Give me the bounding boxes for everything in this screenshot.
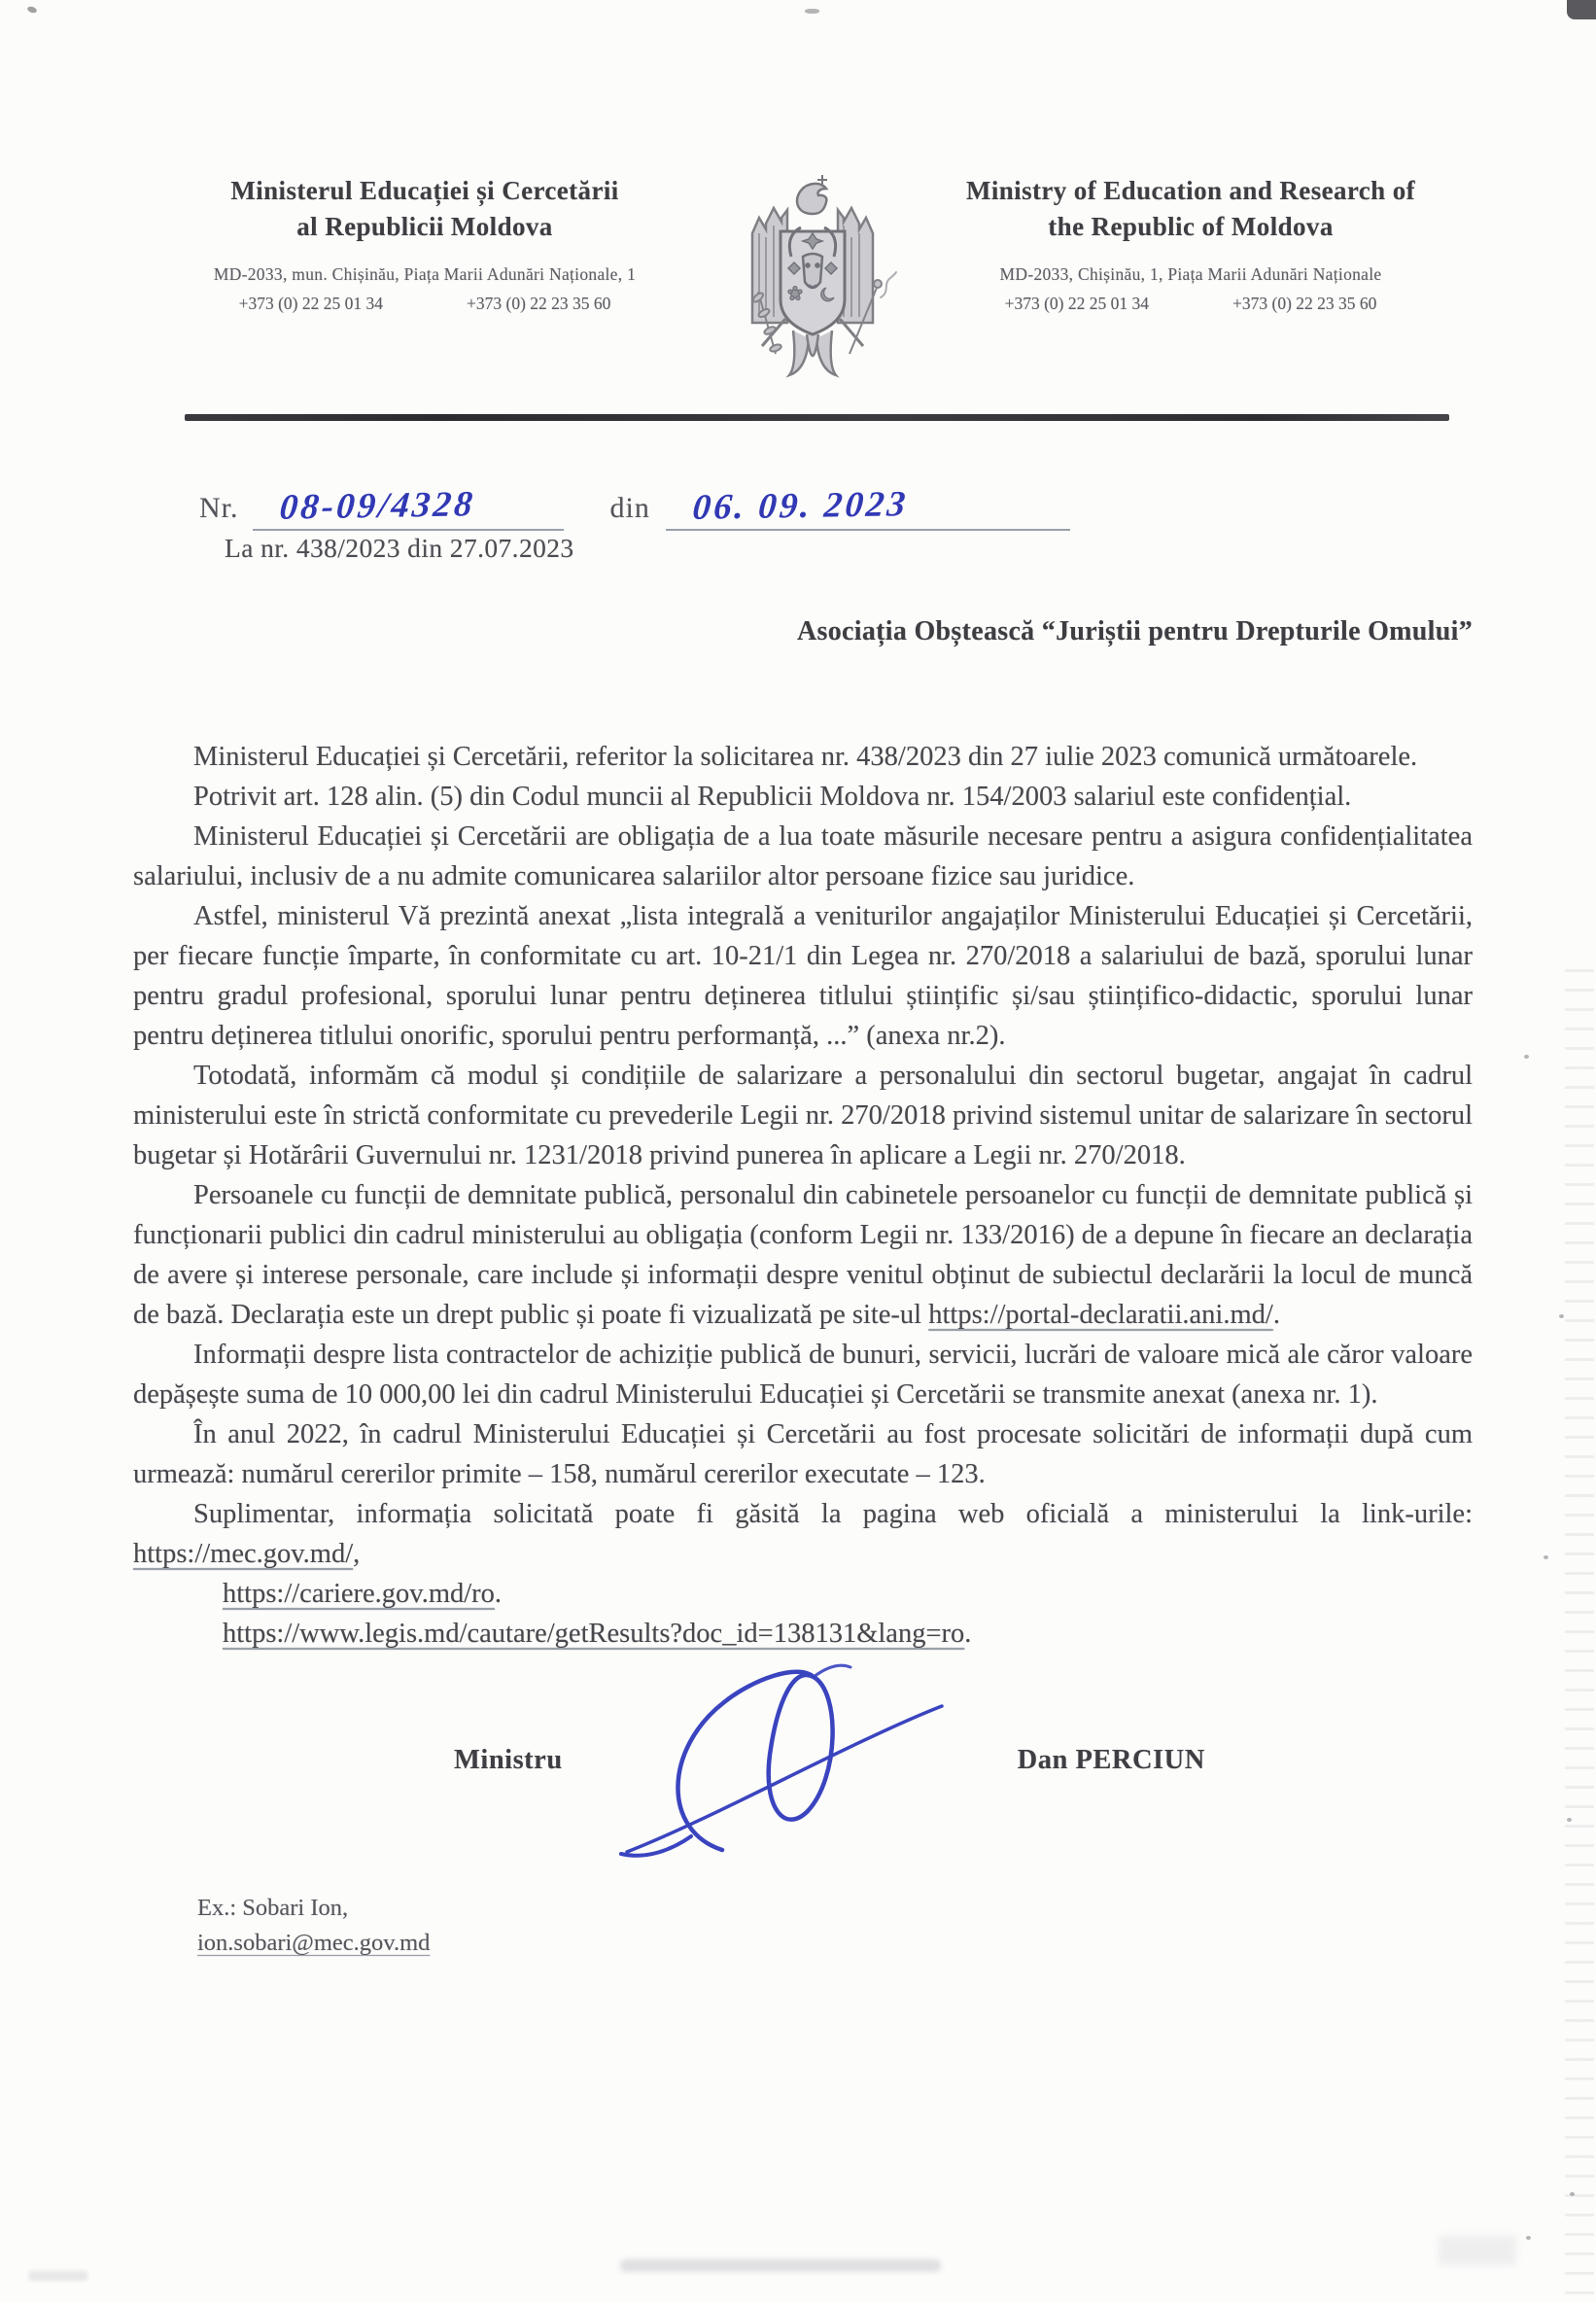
url-text: https://cariere.gov.md/ro xyxy=(223,1579,495,1609)
moldova-coat-of-arms-icon xyxy=(729,175,896,389)
ministry-title-ro xyxy=(133,173,716,245)
scan-artifact-smudge xyxy=(620,2259,941,2272)
signer-role: Ministru xyxy=(454,1745,563,1775)
letterhead-divider-rule xyxy=(185,414,1449,421)
executor-name: Ex.: Sobari Ion, xyxy=(197,1895,349,1921)
ministry-title-en-line1: Ministry of Education and Research of xyxy=(965,176,1416,205)
paragraph-text: Suplimentar, informația solicitată poate fi găsită la pagina web oficială a ministerului la link-urile: xyxy=(193,1499,1473,1529)
paragraph-text: . xyxy=(494,1579,503,1609)
paragraph xyxy=(133,1335,1473,1414)
nr-value-field xyxy=(253,485,564,531)
ministry-title-en-line2: the Republic of Moldova xyxy=(1048,212,1334,241)
paragraph-text: . xyxy=(964,1619,972,1649)
reference-block xyxy=(199,485,1473,564)
scan-artifact-speck xyxy=(1544,1555,1548,1559)
letterhead xyxy=(133,0,1473,389)
ministry-title-ro-line2: al Republicii Moldova xyxy=(296,212,553,241)
paragraph-text: Totodată, informăm că modul și condițiile de salarizare a personalului din sectorul bugetar, angajat în cadrul ministerului este în strictă conformitate cu prevederile Legii nr. 270/2018 privind sistemul unitar de salarizare în sectorul bugetar și Hotărârii Guvernului nr. 1231/2018 privind punerea în aplicare a Legii nr. 270/2018. xyxy=(133,1061,1473,1170)
paragraph xyxy=(133,896,1473,1056)
address-en: MD-2033, Chișinău, 1, Piața Marii Adunări Naționale xyxy=(999,264,1382,284)
paragraph xyxy=(133,1175,1473,1335)
letterhead-left xyxy=(133,173,716,314)
paragraph-text: Astfel, ministerul Vă prezintă anexat „lista integrală a veniturilor angajaților Ministerului Educației și Cercetării, per fiecare funcție împarte, în conformitate cu art. 10-21/1 din Legea nr. 270/2018 a salariului de bază, sporului lunar pentru gradul profesional, sporului lunar pentru deținerea titlului științific și/sau științifico-didactic, sporului lunar pentru deținerea titlului onorific, sporului pentru performanță, ...” (anexa nr.2). xyxy=(133,901,1473,1051)
paragraph-text: Persoanele cu funcții de demnitate publică, personalul din cabinetele persoanelor cu funcții de demnitate publică și funcționarii publici din cadrul ministerului au obligația (conform Legii nr. 133/2016) de a depune în fiecare an declarația de avere și interese personale, care include și informații despre venitul obținut de subiectul declarării la locul de muncă de bază. Declarația este un drept public și poate fi vizualizată pe site-ul xyxy=(133,1180,1473,1330)
url-text: https://mec.gov.md/ xyxy=(133,1539,354,1569)
ministry-title-ro-line1: Ministerul Educației și Cercetării xyxy=(230,176,619,205)
signature-block xyxy=(133,1745,1473,1776)
scan-artifact-speck xyxy=(1526,2236,1531,2240)
reply-reference-line: La nr. 438/2023 din 27.07.2023 xyxy=(225,533,574,563)
paragraph-text: Ministerul Educației și Cercetării, referitor la solicitarea nr. 438/2023 din 27 iulie 2023 comunică următoarele. xyxy=(193,742,1418,772)
scan-artifact-corner xyxy=(1567,0,1596,19)
scan-artifact-edge-noise xyxy=(1565,953,1594,2294)
phone-2: +373 (0) 22 23 35 60 xyxy=(467,294,611,313)
url-text: https://www.legis.md/cautare/getResults?doc_id=138131&lang=ro xyxy=(223,1619,965,1649)
scan-artifact-speck xyxy=(1559,1314,1564,1318)
scan-artifact-speck xyxy=(1567,1818,1572,1822)
handwritten-nr: 08-09/4328 xyxy=(277,484,477,528)
paragraph-text: Informații despre lista contractelor de achiziție publică de bunuri, servicii, lucrări de valoare mică ale căror valoare depășește suma de 10 000,00 lei din cadrul Ministerului Educației și Cercetării se transmite anexat (anexa nr. 1). xyxy=(133,1340,1473,1410)
paragraph xyxy=(133,737,1473,777)
din-label: din xyxy=(609,492,650,524)
scan-artifact-smudge xyxy=(29,2271,87,2281)
nr-label: Nr. xyxy=(199,492,239,524)
paragraph xyxy=(133,1056,1473,1175)
handwritten-signature-icon xyxy=(607,1659,957,1864)
paragraph xyxy=(133,1414,1473,1494)
link-line xyxy=(223,1614,1473,1654)
paragraph-text: , xyxy=(353,1539,361,1569)
scan-artifact-speck xyxy=(26,6,37,15)
addressee-line: Asociația Obștească “Juriștii pentru Drepturile Omului” xyxy=(797,616,1473,646)
reference-row xyxy=(199,485,1473,531)
address-ro: MD-2033, mun. Chișinău, Piața Marii Adunări Naționale, 1 xyxy=(213,264,637,284)
ministry-title-en xyxy=(909,173,1473,245)
letterhead-right xyxy=(909,173,1473,314)
phone-1: +373 (0) 22 25 01 34 xyxy=(1004,294,1149,313)
paragraph-text: Potrivit art. 128 alin. (5) din Codul muncii al Republicii Moldova nr. 154/2003 salariul este confidențial. xyxy=(193,782,1352,812)
signer-name: Dan PERCIUN xyxy=(1017,1745,1205,1775)
paragraph xyxy=(133,817,1473,896)
paragraph-text: În anul 2022, în cadrul Ministerului Educației și Cercetării au fost procesate solicitări de informații după cum urmează: numărul cererilor primite – 158, numărul cererilor executate – 123. xyxy=(133,1419,1473,1489)
phones-en xyxy=(909,294,1473,314)
paragraph xyxy=(133,1494,1473,1574)
paragraph xyxy=(133,777,1473,817)
executor-block xyxy=(197,1891,1473,1961)
paragraph-text: Ministerul Educației și Cercetării are obligația de a lua toate măsurile necesare pentru a asigura confidențialitatea salariului, inclusiv de a nu admite comunicarea salariilor altor persoane fizice sau juridice. xyxy=(133,821,1473,891)
scan-artifact-speck xyxy=(1570,2192,1575,2196)
letter-body xyxy=(133,737,1473,1654)
scan-artifact-speck xyxy=(1524,1055,1529,1059)
url-text: https://portal-declaratii.ani.md/ xyxy=(928,1300,1273,1330)
paragraph-text: . xyxy=(1272,1300,1280,1330)
phones-ro xyxy=(133,294,716,314)
phone-2: +373 (0) 22 23 35 60 xyxy=(1232,294,1377,313)
link-line xyxy=(223,1574,1473,1614)
date-value-field xyxy=(666,485,1070,531)
handwritten-date: 06. 09. 2023 xyxy=(690,484,910,528)
phone-1: +373 (0) 22 25 01 34 xyxy=(238,294,383,313)
executor-email: ion.sobari@mec.gov.md xyxy=(197,1930,431,1956)
scan-artifact-smudge xyxy=(1439,2236,1516,2265)
